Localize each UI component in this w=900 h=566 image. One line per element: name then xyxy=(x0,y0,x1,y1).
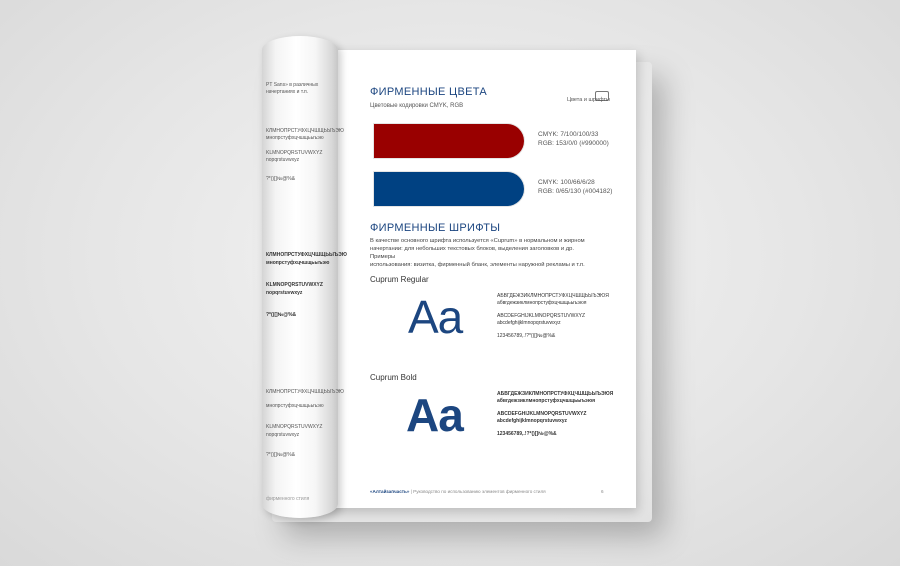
fonts-description xyxy=(370,237,600,269)
roll-text: KLMNOPQRSTUVWXYZ xyxy=(266,282,323,288)
specimen-digits: 123456789,.!?*()[]№@%& xyxy=(497,333,556,339)
brand-guide-page xyxy=(300,50,636,508)
font-regular-sample: Aa xyxy=(408,291,463,343)
roll-text: PT Sans» в различных xyxy=(266,82,319,88)
specimen-lat-lower: abcdefghijklmnopqrstuvwxyz xyxy=(497,319,561,326)
page-footer xyxy=(370,489,546,494)
roll-text: начертаниях и т.п. xyxy=(266,89,309,95)
font-regular-name: Cuprum Regular xyxy=(370,275,429,284)
roll-text: мнопрстуфхцчшщьыъэю xyxy=(266,135,324,141)
roll-footer: фирменного стиля xyxy=(266,496,310,502)
specimen-cyr-lower: абвгдежзиклмнопрстуфхцчшщьыъэюя xyxy=(497,397,596,404)
fonts-description-line: начертании: для небольших текстовых блоков, выделения заголовков и др. Примеры xyxy=(370,246,574,260)
nav-section-label: Цвета и шрифты xyxy=(567,97,610,103)
specimen-digits: 123456789,.!?*()[]№@%& xyxy=(497,431,557,437)
fonts-section-title: ФИРМЕННЫЕ ШРИФТЫ xyxy=(370,222,501,234)
footer-text: | Руководство по использованию элементов фирменного стиля xyxy=(409,489,546,494)
red-cmyk-code: CMYK: 7/100/100/33 xyxy=(538,131,599,138)
roll-text: KLMNOPQRSTUVWXYZ xyxy=(266,424,323,430)
roll-text: nopqrstuvwxyz xyxy=(266,157,300,163)
roll-text: КЛМНОПРСТУФХЦЧШЩЬЫЪЭЮ xyxy=(266,252,347,258)
fonts-description-line: В качестве основного шрифта используется «Cuprum» в нормальном и жирном xyxy=(370,238,585,244)
footer-brand: «Алтайзапчасть» xyxy=(370,489,410,494)
specimen-lat-upper: ABCDEFGHIJKLMNOPQRSTUVWXYZ xyxy=(497,411,587,417)
roll-text: nopqrstuvwxyz xyxy=(266,432,300,438)
font-regular-specimen xyxy=(497,293,609,340)
font-bold-name: Cuprum Bold xyxy=(370,373,417,382)
font-bold-sample: Aa xyxy=(406,389,463,441)
blue-color-swatch xyxy=(374,172,524,206)
page-number: 6 xyxy=(601,489,604,494)
specimen-cyr-upper: АБВГДЕЖЗИКЛМНОПРСТУФХЦЧШЩЬЫЪЭЮЯ xyxy=(497,293,609,299)
roll-text: КЛМНОПРСТУФХЦЧШЩЬЫЪЭЮ xyxy=(266,389,344,395)
roll-text: ?*()[]№@%& xyxy=(266,452,296,458)
roll-text: КЛМНОПРСТУФХЦЧШЩЬЫЪЭЮ xyxy=(266,128,344,134)
specimen-lat-lower: abcdefghijklmnopqrstuvwxyz xyxy=(497,417,568,424)
roll-text: мнопрстуфхцчшщьыъэю xyxy=(266,260,330,266)
colors-section-subtitle: Цветовые кодировки CMYK, RGB xyxy=(370,103,464,109)
specimen-cyr-upper: АБВГДЕЖЗИКЛМНОПРСТУФХЦЧШЩЬЫЪЭЮЯ xyxy=(497,391,614,397)
colors-section-title: ФИРМЕННЫЕ ЦВЕТА xyxy=(370,86,488,98)
blue-rgb-code: RGB: 0/65/130 (#004182) xyxy=(538,188,613,195)
specimen-lat-upper: ABCDEFGHIJKLMNOPQRSTUVWXYZ xyxy=(497,313,586,319)
blue-cmyk-code: CMYK: 100/66/6/28 xyxy=(538,179,595,186)
roll-text: мнопрстуфхцчшщьыъэю xyxy=(266,403,324,409)
roll-text: KLMNOPQRSTUVWXYZ xyxy=(266,150,323,156)
fonts-description-line: использования: визитка, фирменный бланк, элементы наружной рекламы и т.п. xyxy=(370,262,585,268)
rolled-page xyxy=(262,36,347,518)
red-rgb-code: RGB: 153/0/0 (#990000) xyxy=(538,140,609,147)
roll-text: nopqrstuvwxyz xyxy=(266,290,303,296)
roll-text: ?*()[]№@%& xyxy=(266,176,296,182)
font-bold-specimen xyxy=(497,391,613,438)
roll-text: ?*()[]№@%& xyxy=(266,312,297,318)
red-color-swatch xyxy=(374,124,524,158)
specimen-cyr-lower: абвгдежзиклмнопрстуфхцчшщьыъэюя xyxy=(497,299,587,306)
